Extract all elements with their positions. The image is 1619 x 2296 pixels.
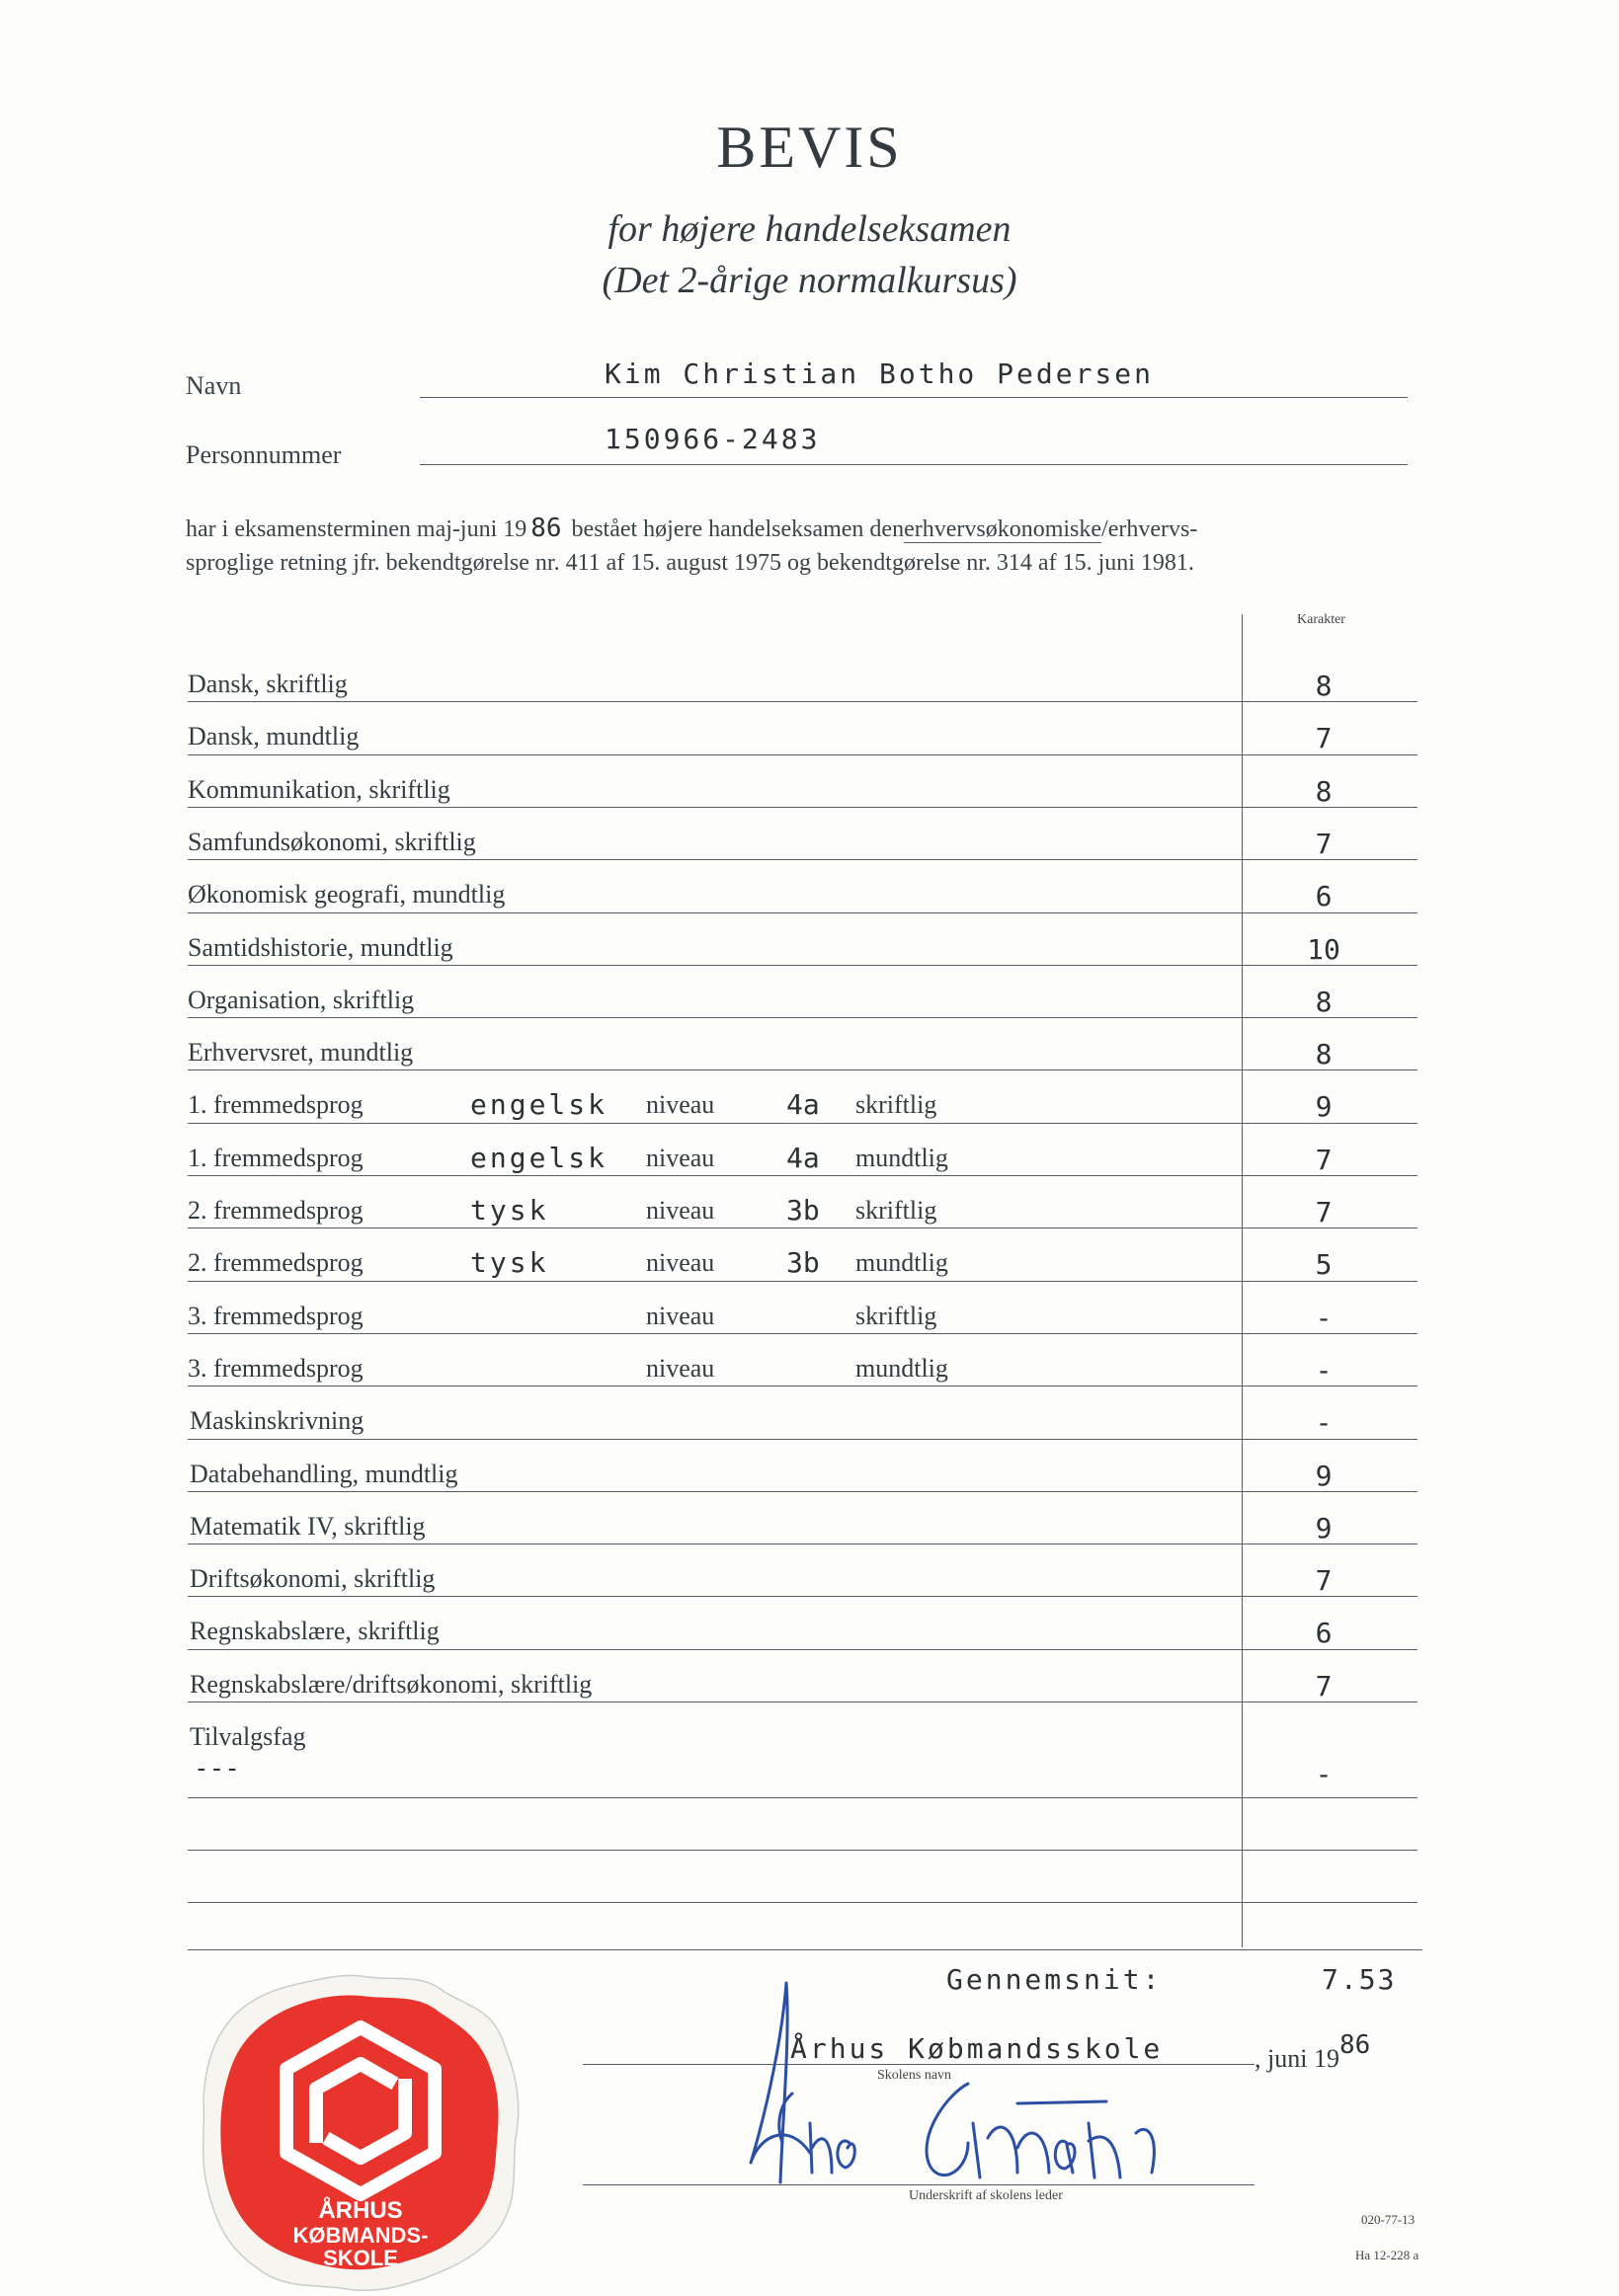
subject-label: Økonomisk geografi, mundtlig bbox=[188, 880, 506, 910]
niveau-value: 3b bbox=[786, 1194, 820, 1227]
subject-label: Dansk, mundtlig bbox=[188, 722, 360, 752]
row-line bbox=[188, 1439, 1417, 1440]
language-label: 1. fremmedsprog bbox=[188, 1143, 364, 1172]
exam-form: mundtlig bbox=[855, 1248, 948, 1278]
subject-grade: 8 bbox=[1315, 1038, 1333, 1071]
tilvalgsfag-value: --- bbox=[194, 1754, 240, 1783]
footer-divider bbox=[188, 1949, 1422, 1950]
intro-text-d: /erhvervs- bbox=[1101, 516, 1198, 542]
subject-label: Erhvervsret, mundtlig bbox=[188, 1038, 414, 1068]
niveau-label: niveau bbox=[646, 1090, 715, 1120]
intro-text-b: bestået højere handelseksamen den bbox=[571, 516, 905, 542]
row-line bbox=[188, 701, 1417, 702]
row-line bbox=[188, 1175, 1417, 1176]
language-name: tysk bbox=[470, 1194, 549, 1227]
date-prefix: , juni 19 bbox=[1255, 2044, 1339, 2073]
row-line bbox=[188, 859, 1417, 860]
subject-label: Databehandling, mundtlig bbox=[190, 1459, 458, 1488]
intro-text-a: har i eksamensterminen maj-juni 19 bbox=[186, 516, 527, 542]
personnummer-line bbox=[420, 464, 1408, 465]
subject-grade: 8 bbox=[1315, 774, 1333, 808]
row-line bbox=[188, 754, 1417, 755]
subject-grade: 6 bbox=[1315, 880, 1333, 913]
subject-grade: 7 bbox=[1315, 1564, 1333, 1598]
language-grade: 5 bbox=[1315, 1248, 1333, 1282]
school-name-caption: Skolens navn bbox=[877, 2068, 952, 2083]
row-line bbox=[188, 1333, 1417, 1334]
seal-text-2: KØBMANDS- bbox=[292, 2223, 429, 2248]
school-seal-image bbox=[198, 1970, 524, 2296]
subject-label: Regnskabslære/driftsøkonomi, skriftlig bbox=[190, 1669, 593, 1699]
tilvalgsfag-grade: - bbox=[1315, 1758, 1333, 1790]
intro-line-2: sproglige retning jfr. bekendtgørelse nr. 411 af 15. august 1975 og bekendtgørelse nr. 314 af 15. juni 1981. bbox=[186, 550, 1194, 576]
language-label: 2. fremmedsprog bbox=[188, 1196, 364, 1225]
tilvalgsfag-label: Tilvalgsfag bbox=[190, 1722, 306, 1751]
subject-label: Organisation, skriftlig bbox=[188, 985, 415, 1014]
date-field bbox=[1255, 2030, 1371, 2074]
row-line bbox=[188, 1281, 1417, 1282]
language-label: 3. fremmedsprog bbox=[188, 1301, 364, 1330]
exam-form: mundtlig bbox=[855, 1353, 948, 1383]
subject-grade: 8 bbox=[1315, 670, 1333, 702]
niveau-value: 4a bbox=[786, 1088, 820, 1122]
niveau-value: 4a bbox=[786, 1141, 820, 1174]
school-name: Århus Købmandsskole bbox=[790, 2032, 1164, 2065]
navn-label: Navn bbox=[186, 371, 242, 400]
language-label: 3. fremmedsprog bbox=[188, 1353, 364, 1383]
document-subtitle-1: for højere handelseksamen bbox=[607, 208, 1012, 250]
intro-line-1 bbox=[186, 514, 1197, 543]
niveau-label: niveau bbox=[646, 1248, 715, 1278]
language-name: engelsk bbox=[470, 1088, 608, 1122]
subject-label: Matematik IV, skriftlig bbox=[190, 1511, 426, 1541]
language-grade: 7 bbox=[1315, 1143, 1333, 1176]
row-line bbox=[188, 1797, 1417, 1798]
row-line bbox=[188, 807, 1417, 808]
date-year: 86 bbox=[1338, 2030, 1371, 2060]
language-name: engelsk bbox=[470, 1141, 608, 1174]
subject-label: Dansk, skriftlig bbox=[188, 670, 348, 698]
exam-form: skriftlig bbox=[855, 1196, 937, 1225]
navn-line bbox=[420, 397, 1408, 398]
intro-text-c: erhvervsøkonomiske bbox=[904, 516, 1102, 542]
seal-text-1: ÅRHUS bbox=[318, 2197, 403, 2224]
subject-grade: 6 bbox=[1315, 1617, 1333, 1650]
exam-form: skriftlig bbox=[855, 1301, 937, 1330]
navn-value: Kim Christian Botho Pedersen bbox=[605, 357, 1155, 390]
signature-image bbox=[721, 1975, 1195, 2202]
language-grade: 9 bbox=[1315, 1090, 1333, 1124]
signature-caption: Underskrift af skolens leder bbox=[909, 2188, 1063, 2203]
exam-form: mundtlig bbox=[855, 1143, 948, 1172]
niveau-label: niveau bbox=[646, 1353, 715, 1383]
niveau-label: niveau bbox=[646, 1143, 715, 1172]
subject-grade: 7 bbox=[1315, 1669, 1333, 1702]
subject-label: Regnskabslære, skriftlig bbox=[190, 1617, 440, 1646]
language-grade: 7 bbox=[1315, 1196, 1333, 1228]
language-name: tysk bbox=[470, 1246, 549, 1280]
blank-row-line bbox=[188, 1902, 1417, 1903]
subject-grade: 9 bbox=[1315, 1459, 1333, 1492]
row-line bbox=[188, 1596, 1417, 1597]
language-grade: - bbox=[1315, 1301, 1333, 1334]
seal-text-3: SKOLE bbox=[323, 2246, 398, 2270]
niveau-label: niveau bbox=[646, 1301, 715, 1330]
row-line bbox=[188, 1017, 1417, 1018]
language-label: 2. fremmedsprog bbox=[188, 1248, 364, 1278]
subject-grade: 7 bbox=[1315, 827, 1333, 860]
row-line bbox=[188, 912, 1417, 913]
document-title: BEVIS bbox=[716, 115, 903, 180]
personnummer-value: 150966-2483 bbox=[605, 423, 821, 455]
form-code-1: 020-77-13 bbox=[1361, 2212, 1416, 2227]
subject-grade: 8 bbox=[1315, 985, 1333, 1018]
row-line bbox=[188, 1123, 1417, 1124]
karakter-header: Karakter bbox=[1297, 612, 1345, 627]
average-value: 7.53 bbox=[1322, 1963, 1397, 1996]
subject-grade: 10 bbox=[1307, 932, 1340, 966]
subject-label: Kommunikation, skriftlig bbox=[188, 774, 450, 804]
personnummer-label: Personnummer bbox=[186, 440, 342, 469]
language-label: 1. fremmedsprog bbox=[188, 1090, 364, 1120]
intro-year: 86 bbox=[530, 514, 562, 543]
form-code-2: Ha 12-228 a bbox=[1355, 2248, 1419, 2262]
average-label: Gennemsnit: bbox=[946, 1963, 1163, 1996]
row-line bbox=[188, 1491, 1417, 1492]
subject-label: Driftsøkonomi, skriftlig bbox=[190, 1564, 436, 1594]
subject-label: Samfundsøkonomi, skriftlig bbox=[188, 827, 476, 856]
subject-grade: 7 bbox=[1315, 722, 1333, 755]
subject-label: Maskinskrivning bbox=[190, 1406, 364, 1436]
subject-grade: - bbox=[1315, 1406, 1333, 1440]
subject-grade: 9 bbox=[1315, 1511, 1333, 1544]
language-grade: - bbox=[1315, 1353, 1333, 1386]
niveau-label: niveau bbox=[646, 1196, 715, 1225]
niveau-value: 3b bbox=[786, 1246, 820, 1280]
row-line bbox=[188, 1069, 1417, 1070]
subject-label: Samtidshistorie, mundtlig bbox=[188, 932, 453, 962]
row-line bbox=[188, 1227, 1417, 1228]
document-subtitle-2: (Det 2-årige normalkursus) bbox=[602, 260, 1017, 301]
blank-row-line bbox=[188, 1850, 1417, 1851]
row-line bbox=[188, 965, 1417, 966]
exam-form: skriftlig bbox=[855, 1090, 937, 1120]
row-line bbox=[188, 1649, 1417, 1650]
